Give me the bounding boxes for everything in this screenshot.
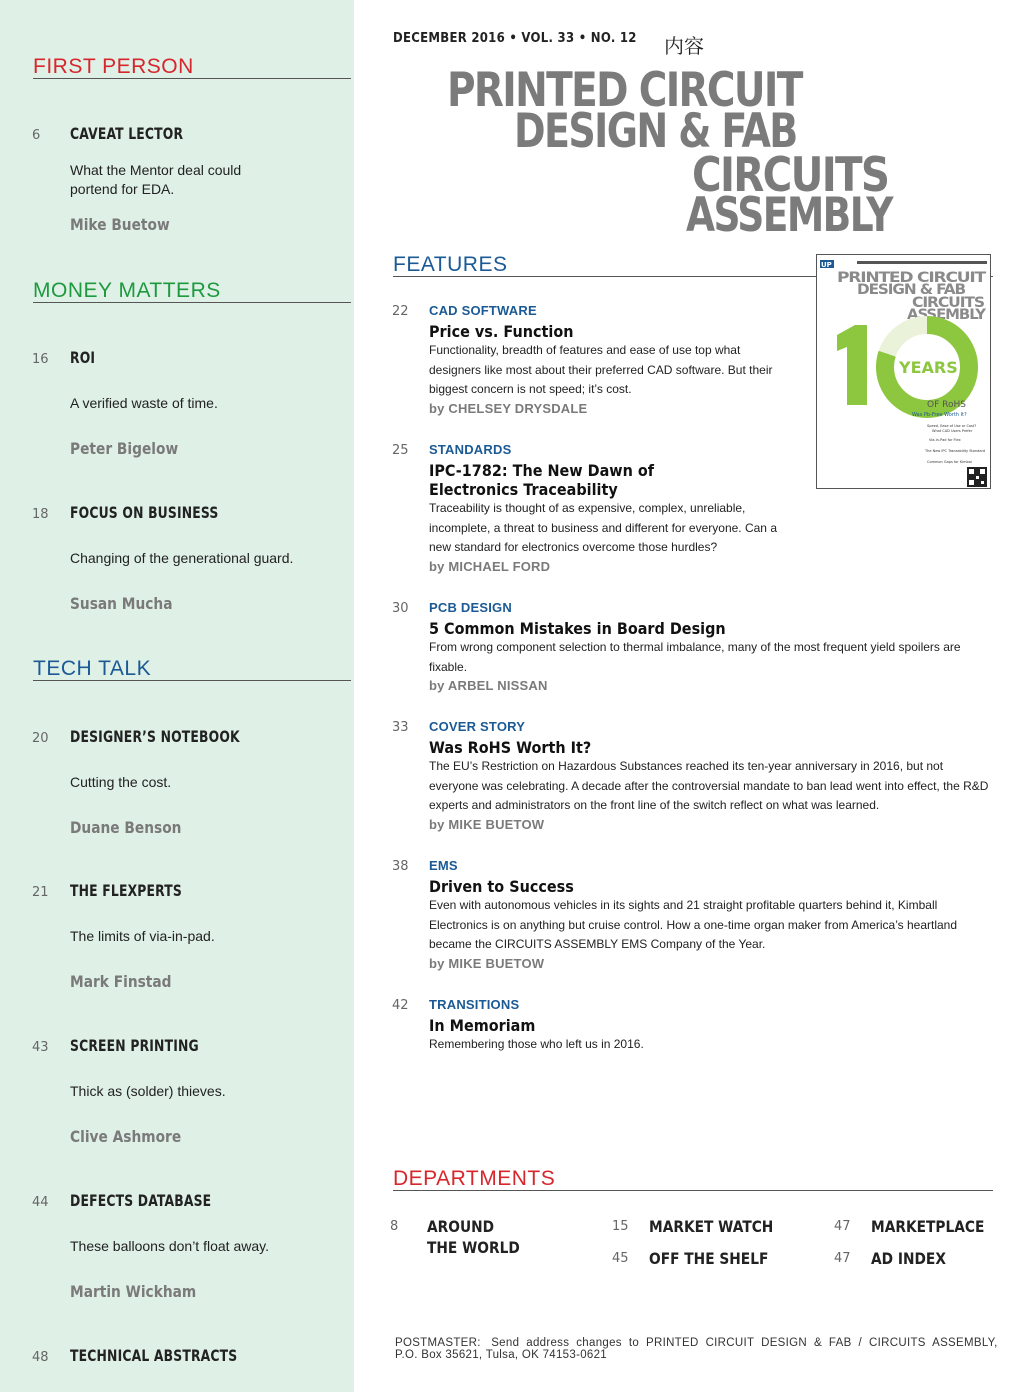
sidebar-columns [0, 0, 354, 1392]
cover-rohs-sub: Was Pb-Free Worth It? [912, 412, 967, 418]
page-number: 38 [392, 859, 409, 874]
feature-author: by MICHAEL FORD [429, 559, 551, 574]
feature-author: by CHELSEY DRYSDALE [429, 401, 588, 416]
column-description: Changing of the generational guard. [70, 550, 294, 566]
publisher-logo-text: UP [821, 261, 832, 269]
page-number: 15 [612, 1219, 629, 1234]
logo-line: ASSEMBLY [686, 188, 892, 243]
feature-title: IPC-1782: The New Dawn of [429, 461, 655, 480]
postmaster-line: POSTMASTER: Send address changes to PRINTED CIRCUIT DESIGN & FAB / CIRCUITS ASSEMBLY, [395, 1337, 998, 1349]
column-description: The limits of via-in-pad. [70, 928, 215, 944]
column-title: CAVEAT LECTOR [70, 124, 184, 143]
logo-line: CIRCUITS [692, 148, 889, 203]
column-description: A verified waste of time. [70, 395, 218, 411]
cover-graphic [817, 255, 991, 489]
column-description: What the Mentor deal could portend for EDA. [70, 162, 242, 197]
cover-logo-line: CIRCUITS [912, 295, 986, 311]
section-heading-features: FEATURES [393, 254, 993, 277]
section-heading-money-matters: MONEY MATTERS [33, 280, 351, 303]
department-title: AROUND [427, 1217, 495, 1236]
page-number: 47 [834, 1219, 851, 1234]
department-title: OFF THE SHELF [649, 1249, 769, 1268]
column-author: Susan Mucha [70, 594, 173, 613]
logo-line: DESIGN & FAB [514, 104, 797, 159]
department-title-line2: THE WORLD [427, 1238, 520, 1257]
section-heading-first-person: FIRST PERSON [33, 56, 351, 79]
column-description: Cutting the cost. [70, 774, 172, 790]
feature-description: Traceability is thought of as expensive, complex, unreliable, incomplete, a threat to business and different for everyone. Can a new standard for electronics overcome those hurdles? [429, 501, 777, 554]
column-author: Clive Ashmore [70, 1127, 182, 1146]
cover-blurb: Speed, Ease of Use or Cost? [927, 424, 977, 428]
cover-blurb: Common Gaps for Kimbal [927, 460, 972, 464]
page-number: 18 [32, 507, 49, 522]
feature-description: From wrong component selection to thermal imbalance, many of the most frequent yield spoilers are fixable. [429, 640, 961, 674]
page-number: 16 [32, 352, 49, 367]
cover-logo-line: DESIGN & FAB [857, 282, 966, 298]
cover-logo-line: ASSEMBLY [907, 307, 987, 323]
page-number: 33 [392, 720, 409, 735]
section-heading-departments: DEPARTMENTS [393, 1168, 993, 1191]
feature-description: Remembering those who left us in 2016. [429, 1037, 644, 1051]
page-number: 48 [32, 1350, 49, 1365]
page-number: 22 [392, 304, 409, 319]
feature-title: Price vs. Function [429, 322, 574, 341]
column-description: Thick as (solder) thieves. [70, 1083, 226, 1099]
cover-blurb: Via-in-Pad for Flex [929, 438, 961, 442]
feature-category: EMS [429, 858, 458, 873]
column-title: SCREEN PRINTING [70, 1036, 199, 1055]
feature-title: In Memoriam [429, 1016, 536, 1035]
column-title: DESIGNER’S NOTEBOOK [70, 727, 240, 746]
feature-category: TRANSITIONS [429, 997, 520, 1012]
cover-thumbnail[interactable] [816, 254, 991, 489]
page-number: 45 [612, 1251, 629, 1266]
page-number: 21 [32, 885, 49, 900]
cover-logo-line: PRINTED CIRCUIT [837, 270, 987, 286]
column-title: TECHNICAL ABSTRACTS [70, 1346, 238, 1365]
feature-category: PCB DESIGN [429, 600, 512, 615]
cover-rohs: OF RoHS [927, 400, 966, 410]
issue-line: DECEMBER 2016 • VOL. 33 • NO. 12 [393, 31, 637, 46]
feature-description: Even with autonomous vehicles in its sights and 21 straight profitable quarters behind it, Kimball Electronics is on anything but cruise control. How a one-time organ maker from America’s heartland became the CIRCUITS ASSEMBLY EMS Company of the Year. [429, 898, 958, 951]
column-title: THE FLEXPERTS [70, 881, 182, 900]
column-author: Mike Buetow [70, 215, 170, 234]
department-title: MARKET WATCH [649, 1217, 774, 1236]
column-author: Martin Wickham [70, 1282, 197, 1301]
feature-title: Driven to Success [429, 877, 574, 896]
cover-blurb: What CAD Users Prefer [932, 429, 973, 433]
cover-years: YEARS [899, 358, 958, 377]
feature-title-line2: Electronics Traceability [429, 480, 618, 499]
column-author: Duane Benson [70, 818, 182, 837]
feature-description: The EU’s Restriction on Hazardous Substances reached its ten-year anniversary in 2016, but not everyone was celebrating. A decade after the controversial mandate to ban lead went into effect, the R&D experts and administrators on the front line of the switch reflect on what was learned. [429, 759, 989, 812]
feature-category: COVER STORY [429, 719, 526, 734]
postmaster-line: P.O. Box 35621, Tulsa, OK 74153-0621 [395, 1349, 607, 1361]
logo-line: PRINTED CIRCUIT [447, 63, 802, 118]
column-title: ROI [70, 348, 96, 367]
feature-title: Was RoHS Worth It? [429, 738, 592, 757]
page-number: 47 [834, 1251, 851, 1266]
page-number: 42 [392, 998, 409, 1013]
section-heading-tech-talk: TECH TALK [33, 658, 351, 681]
column-description: These balloons don’t float away. [70, 1238, 269, 1254]
page-number: 30 [392, 601, 409, 616]
column-title: DEFECTS DATABASE [70, 1191, 212, 1210]
column-title: FOCUS ON BUSINESS [70, 503, 219, 522]
department-title: AD INDEX [871, 1249, 946, 1268]
feature-title: 5 Common Mistakes in Board Design [429, 619, 726, 638]
feature-category: CAD SOFTWARE [429, 303, 537, 318]
page-number: 8 [390, 1219, 399, 1234]
page-number: 20 [32, 731, 49, 746]
feature-category: STANDARDS [429, 442, 512, 457]
feature-description: Functionality, breadth of features and ease of use top what designers like most about their preferred CAD software. But their biggest concern is not speed; it’s cost. [429, 343, 773, 396]
page-number: 43 [32, 1040, 49, 1055]
qr-code-icon [967, 467, 987, 487]
feature-author: by MIKE BUETOW [429, 817, 545, 832]
column-author: Peter Bigelow [70, 439, 179, 458]
feature-author: by MIKE BUETOW [429, 956, 545, 971]
page-number: 6 [32, 128, 41, 143]
department-title: MARKETPLACE [871, 1217, 985, 1236]
column-author: Mark Finstad [70, 972, 172, 991]
page-number: 25 [392, 443, 409, 458]
table-of-contents-label: 内容 [664, 34, 704, 58]
page-number: 44 [32, 1195, 49, 1210]
cover-blurb: The New IPC Traceability Standard [925, 449, 986, 453]
postmaster-notice [395, 1337, 998, 1361]
feature-author: by ARBEL NISSAN [429, 678, 548, 693]
